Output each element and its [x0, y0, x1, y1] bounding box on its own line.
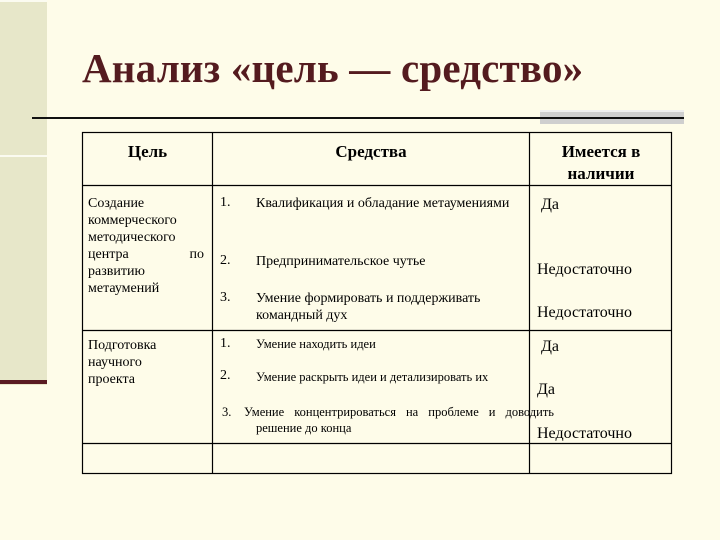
side-decor-line	[0, 155, 47, 157]
goal-cell	[88, 337, 204, 388]
header-goal: Цель	[127, 142, 168, 161]
status-value: Недостаточно	[537, 261, 632, 278]
goal-line: развитию	[88, 264, 145, 279]
goal-cell	[88, 195, 204, 297]
means-item-numbered	[222, 404, 554, 436]
side-accent-line	[0, 380, 47, 384]
goal-line: коммерческого	[88, 213, 177, 228]
item-number: 1.	[220, 336, 231, 351]
goal-line: методического	[88, 230, 176, 245]
corner-decor-line	[540, 110, 684, 112]
means-item: Предпринимательское чутье	[256, 254, 426, 269]
item-number: 3.	[222, 405, 232, 419]
means-item: Умение раскрыть идеи и детализировать их	[256, 370, 489, 384]
side-decor-line	[0, 0, 47, 2]
header-means: Средства	[335, 142, 407, 161]
goal-line: Подготовка	[88, 338, 157, 353]
item-number: 2.	[220, 253, 231, 268]
goal-line: метаумений	[88, 281, 160, 296]
header-available: Имеется в наличии	[561, 142, 641, 183]
means-item: Умение находить идеи	[256, 337, 376, 351]
means-item: Умение формировать и поддерживать командный дух	[256, 291, 481, 323]
status-value: Недостаточно	[537, 425, 632, 442]
goal-line: центра по	[88, 247, 204, 262]
title-underline	[32, 117, 684, 119]
status-value: Недостаточно	[537, 304, 632, 321]
item-number: 1.	[220, 195, 231, 210]
status-value: Да	[541, 196, 560, 213]
side-decor-bar	[0, 0, 47, 385]
goal-line: проекта	[88, 372, 135, 387]
slide-title: Анализ «цель — средство»	[82, 45, 584, 91]
item-number: 2.	[220, 368, 231, 383]
item-number: 3.	[220, 290, 231, 305]
goal-line: Создание	[88, 196, 145, 211]
status-value: Да	[537, 381, 556, 398]
goal-line: научного	[88, 355, 142, 370]
means-item: Квалификация и обладание метаумениями	[256, 196, 510, 211]
means-item: Умение концентрироваться на проблеме и доводить решение до конца	[244, 405, 555, 435]
status-value: Да	[541, 338, 560, 355]
